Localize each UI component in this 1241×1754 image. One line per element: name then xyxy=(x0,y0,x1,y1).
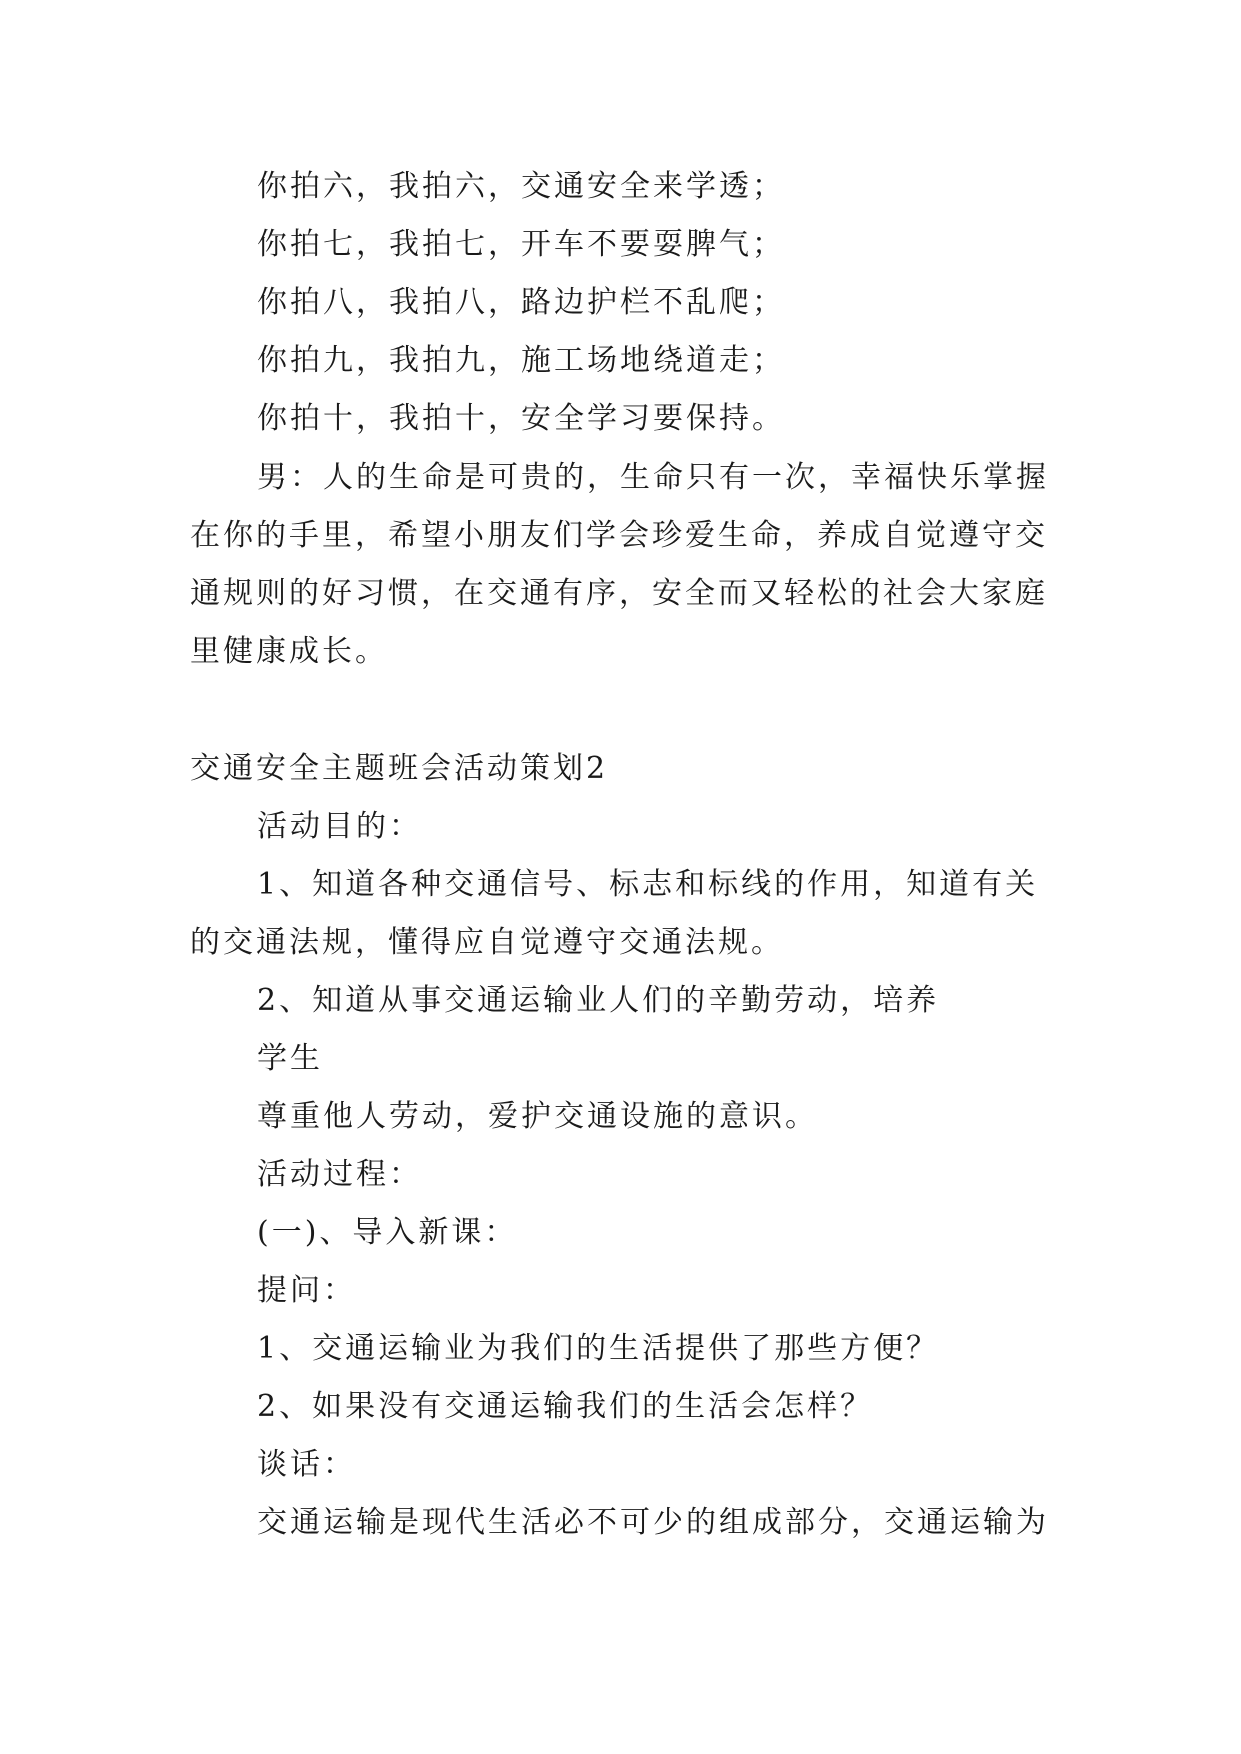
text-line: 学生 xyxy=(257,1041,323,1076)
text-line: 2、知道从事交通运输业人们的辛勤劳动，培养 xyxy=(257,983,940,1018)
text-line: 你拍九，我拍九，施工场地绕道走； xyxy=(257,343,785,378)
text-line: 男：人的生命是可贵的，生命只有一次，幸福快乐掌握 xyxy=(257,460,1049,495)
text-line: 尊重他人劳动，爱护交通设施的意识。 xyxy=(257,1099,818,1134)
text-line: 活动目的： xyxy=(257,809,422,844)
text-line: 活动过程： xyxy=(257,1157,422,1192)
text-line: 谈话： xyxy=(257,1447,356,1482)
text-line: 你拍十，我拍十，安全学习要保持。 xyxy=(257,401,785,436)
text-line: 1、知道各种交通信号、标志和标线的作用，知道有关 xyxy=(257,867,1039,902)
text-line: 提问： xyxy=(257,1273,356,1308)
text-line: 里健康成长。 xyxy=(190,634,388,669)
text-line: 的交通法规，懂得应自觉遵守交通法规。 xyxy=(190,925,784,960)
text-line: 通规则的好习惯，在交通有序，安全而又轻松的社会大家庭 xyxy=(190,576,1048,611)
text-line: 你拍七，我拍七，开车不要耍脾气； xyxy=(257,227,785,262)
text-line: 交通运输是现代生活必不可少的组成部分，交通运输为 xyxy=(257,1505,1049,1540)
text-line: 你拍八，我拍八，路边护栏不乱爬； xyxy=(257,285,785,320)
text-line: (一)、导入新课： xyxy=(257,1215,518,1250)
text-line: 1、交通运输业为我们的生活提供了那些方便？ xyxy=(257,1331,940,1366)
text-line: 你拍六，我拍六，交通安全来学透； xyxy=(257,169,785,204)
text-line: 2、如果没有交通运输我们的生活会怎样？ xyxy=(257,1389,874,1424)
text-line: 在你的手里，希望小朋友们学会珍爱生命，养成自觉遵守交 xyxy=(190,518,1048,553)
section-heading: 交通安全主题班会活动策划2 xyxy=(190,751,609,786)
